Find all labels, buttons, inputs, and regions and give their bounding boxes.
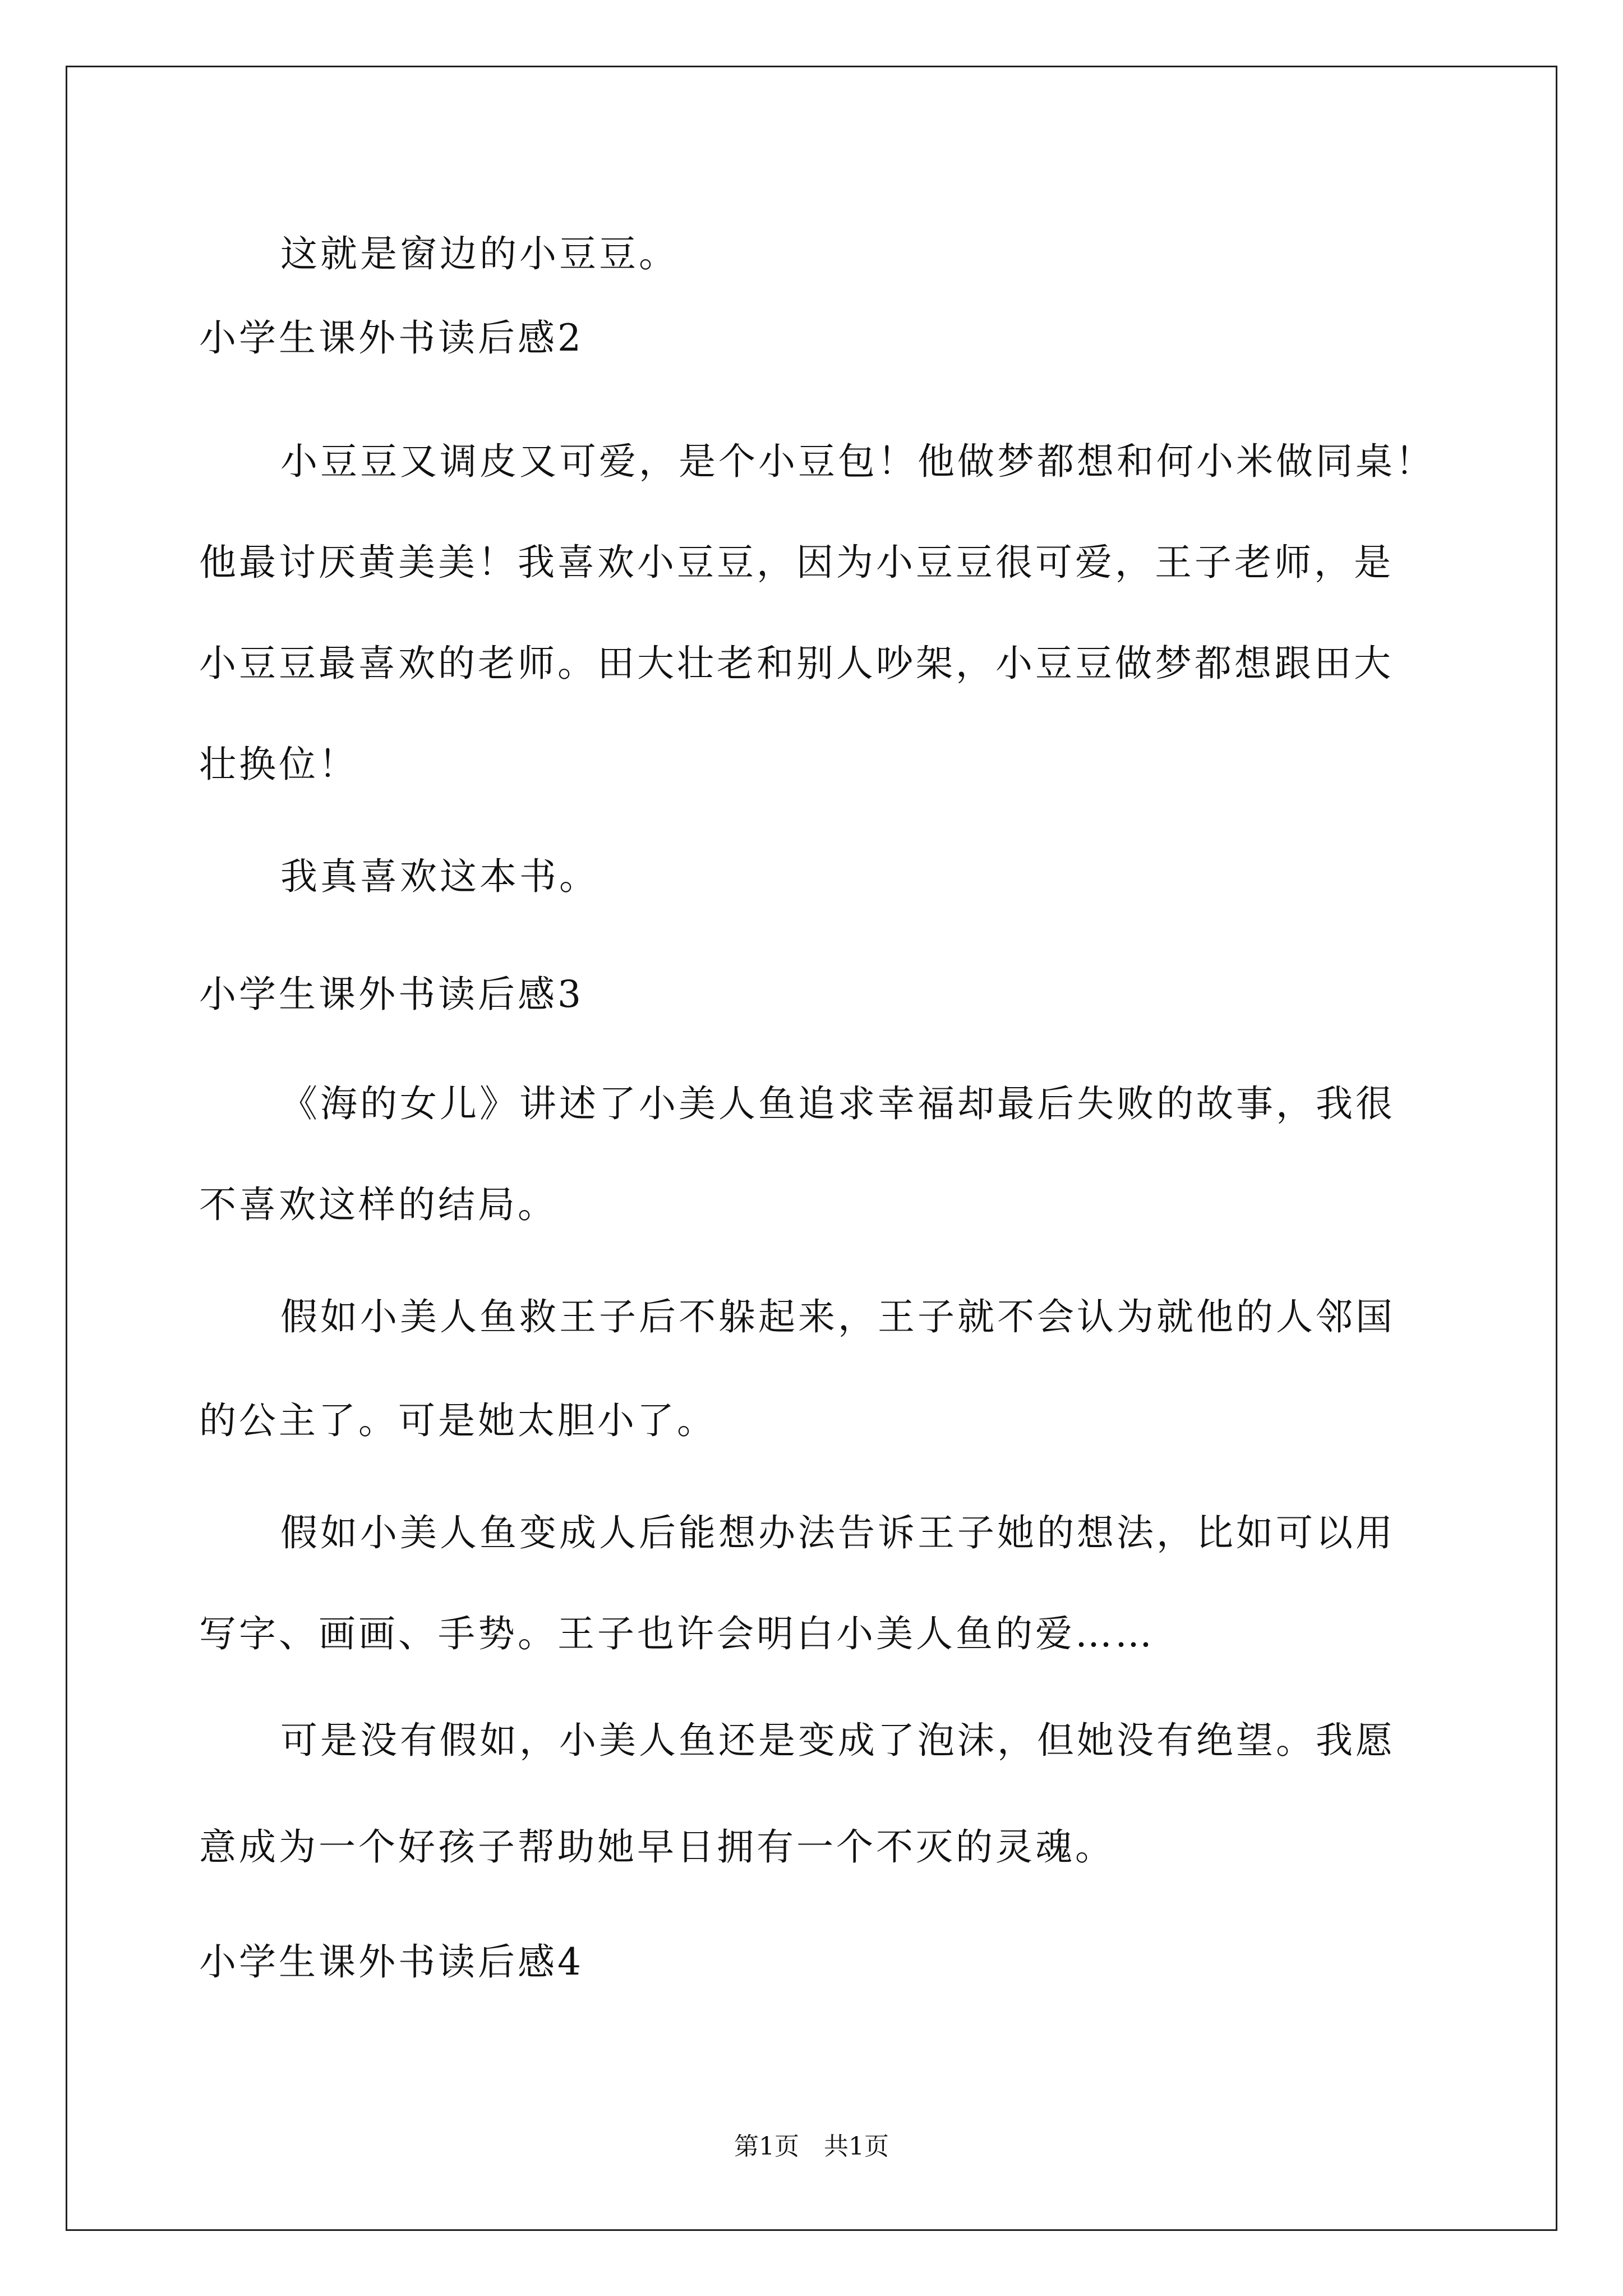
page-number-footer: 第1页 共1页 bbox=[734, 2132, 889, 2161]
paragraph-line: 小豆豆最喜欢的老师。田大壮老和别人吵架，小豆豆做梦都想跟田大 bbox=[199, 642, 1394, 685]
paragraph-line: 《海的女儿》讲述了小美人鱼追求幸福却最后失败的故事，我很 bbox=[280, 1082, 1395, 1125]
paragraph-line: 假如小美人鱼变成人后能想办法告诉王子她的想法，比如可以用 bbox=[280, 1511, 1395, 1554]
paragraph-line: 意成为一个好孩子帮助她早日拥有一个不灭的灵魂。 bbox=[199, 1825, 1115, 1869]
paragraph-line: 这就是窗边的小豆豆。 bbox=[280, 232, 679, 275]
paragraph-line: 小豆豆又调皮又可爱，是个小豆包！他做梦都想和何小米做同桌！ bbox=[280, 440, 1435, 483]
section-heading: 小学生课外书读后感2 bbox=[199, 316, 584, 360]
paragraph-line: 我真喜欢这本书。 bbox=[280, 855, 599, 898]
section-heading: 小学生课外书读后感4 bbox=[199, 1940, 584, 1984]
paragraph-line: 写字、画画、手势。王子也许会明白小美人鱼的爱…… bbox=[199, 1612, 1155, 1655]
paragraph-line: 假如小美人鱼救王子后不躲起来，王子就不会认为就他的人邻国 bbox=[280, 1295, 1395, 1338]
page-border bbox=[66, 66, 1557, 2231]
paragraph-line: 的公主了。可是她太胆小了。 bbox=[199, 1399, 717, 1442]
paragraph-line: 可是没有假如，小美人鱼还是变成了泡沫，但她没有绝望。我愿 bbox=[280, 1719, 1395, 1762]
paragraph-line: 他最讨厌黄美美！我喜欢小豆豆，因为小豆豆很可爱，王子老师，是 bbox=[199, 541, 1394, 584]
section-heading: 小学生课外书读后感3 bbox=[199, 973, 584, 1016]
paragraph-line: 壮换位！ bbox=[199, 743, 358, 786]
paragraph-line: 不喜欢这样的结局。 bbox=[199, 1183, 557, 1226]
